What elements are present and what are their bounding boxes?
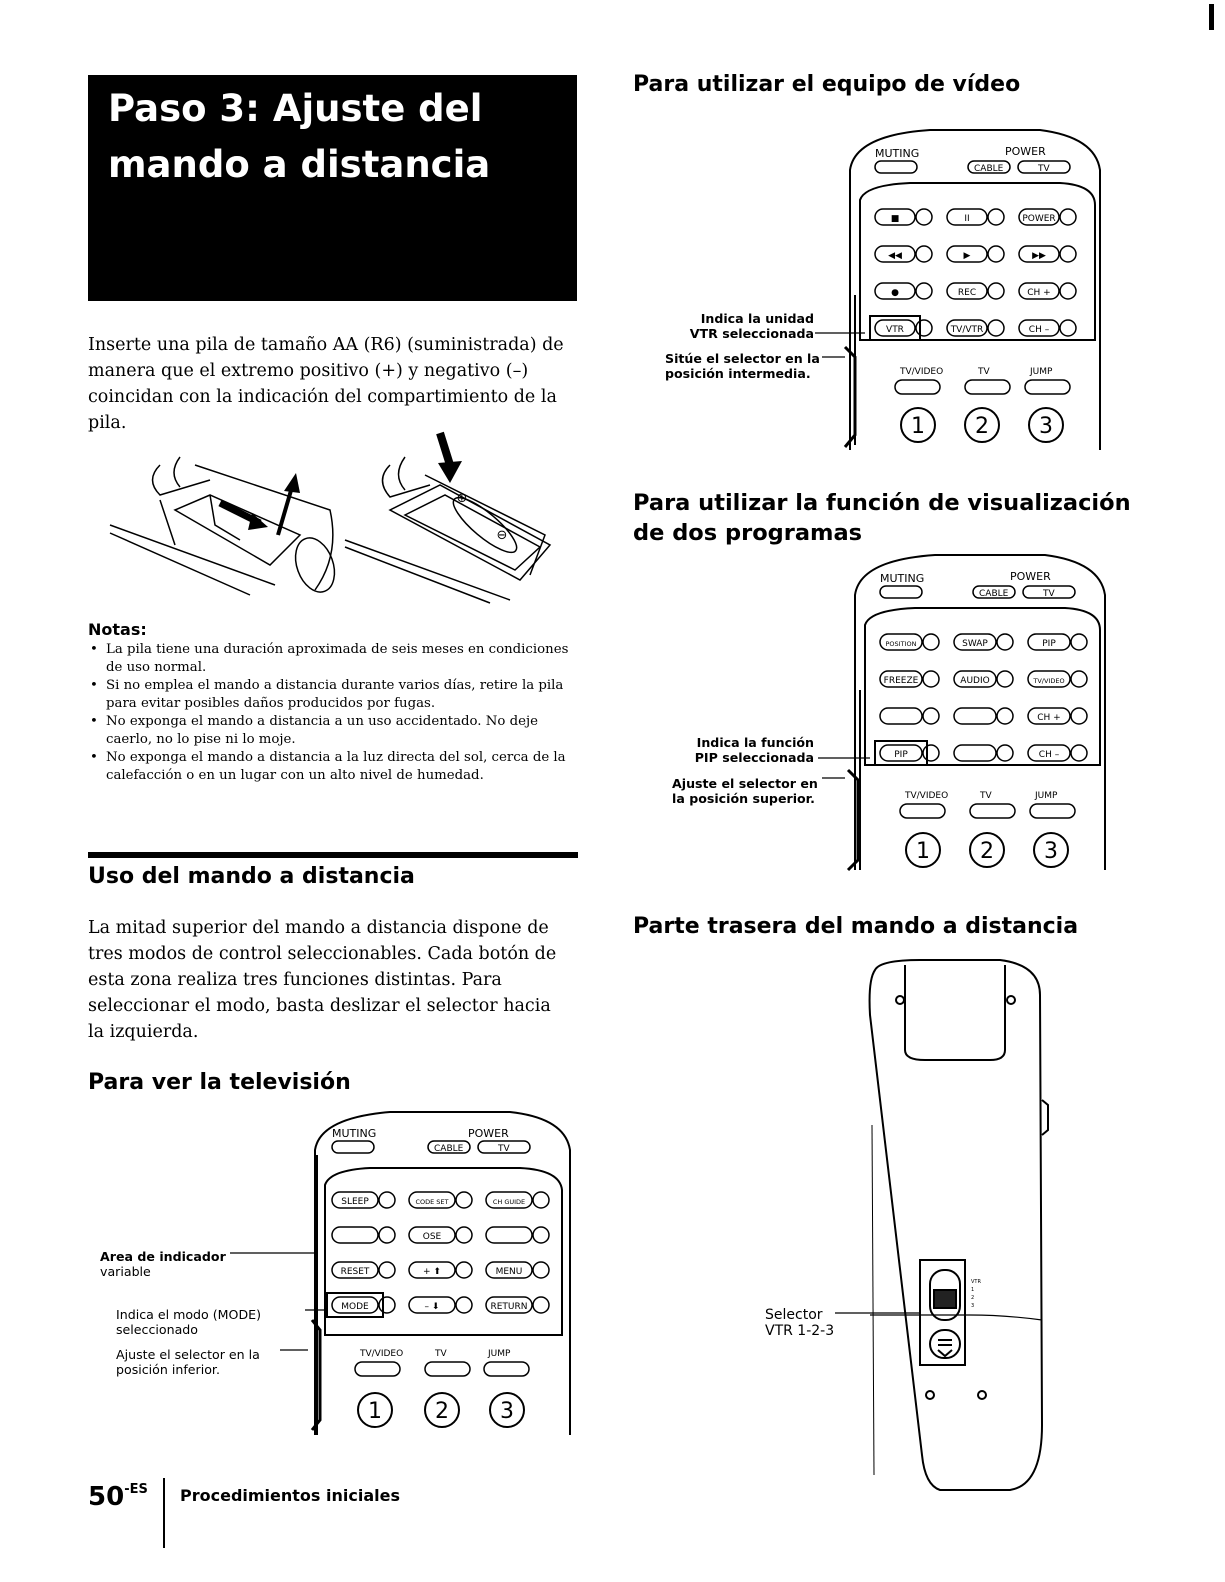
pip-button-label: AUDIO <box>960 676 990 686</box>
tv-indicator-circle <box>379 1227 395 1243</box>
pip-num-1: 1 <box>916 839 930 864</box>
pip-tv-label: TV <box>1043 589 1055 599</box>
pip-button-label: POSITION <box>885 640 917 648</box>
battery-plus-symbol: ⊕ <box>456 491 468 506</box>
footer-section-title: Procedimientos iniciales <box>180 1486 400 1505</box>
pip-button-label: CH – <box>1038 750 1060 760</box>
intro-paragraph: Inserte una pila de tamaño AA (R6) (suministrada) de manera que el extremo positivo (+) y negativo (–) coincidan con la indicación del compartimiento de la pila. <box>88 335 564 433</box>
tv-tv-label: TV <box>498 1144 510 1154</box>
pip-tv2-label: TV <box>980 791 992 801</box>
vtr-indicator-circle <box>1060 283 1076 299</box>
tv-indicator-circle <box>379 1262 395 1278</box>
label-unidad-vtr: Indica la unidad VTR seleccionada <box>689 311 814 341</box>
pip-indicator-circle <box>1071 671 1087 687</box>
tv-indicator-circle <box>379 1297 395 1313</box>
vtr-indicator-circle <box>988 283 1004 299</box>
vtr-button-label: ▶▶ <box>1032 251 1046 261</box>
pip-button <box>954 745 996 761</box>
pip-tvvideo-label: TV/VIDEO <box>905 791 949 801</box>
label-selector-superior: Ajuste el selector en la posición superior. <box>672 776 818 806</box>
tv-indicator-circle <box>456 1262 472 1278</box>
vtr-indicator-circle <box>1060 320 1076 336</box>
tv-indicator-circle <box>379 1192 395 1208</box>
pip-button-label: CH + <box>1037 713 1061 723</box>
pip-jump-label: JUMP <box>1035 791 1058 801</box>
tv-tvvideo-label: TV/VIDEO <box>360 1349 404 1359</box>
rear-switch-1: 1 <box>971 1287 975 1293</box>
pip-indicator-circle <box>1071 745 1087 761</box>
note-item: • No exponga el mando a distancia a la luz directa del sol, cerca de la calefacción o en un lugar con un alto nivel de humedad. <box>88 749 578 785</box>
title-line-1: Paso 3: Ajuste del <box>108 87 483 130</box>
vtr-indicator-circle <box>988 320 1004 336</box>
vtr-indicator-circle <box>916 320 932 336</box>
pip-button-label: PIP <box>894 750 908 760</box>
vtr-num-3: 3 <box>1039 414 1053 439</box>
tv-button <box>486 1227 532 1243</box>
tv-button-label: SLEEP <box>341 1197 369 1207</box>
page-title <box>108 81 568 193</box>
remote-tv-diagram <box>220 1100 580 1440</box>
corner-mark <box>1209 4 1214 30</box>
vtr-tvvideo-label: TV/VIDEO <box>900 367 944 377</box>
remote-vtr-diagram <box>800 125 1110 455</box>
uso-paragraph: La mitad superior del mando a distancia dispone de tres modos de control seleccionables. Cada botón de esta zona realiza tres funciones distintas. Para seleccionar el modo, basta deslizar el selector hacia la izquierda. <box>88 918 557 1042</box>
tv-jump-label: JUMP <box>488 1349 511 1359</box>
battery-minus-symbol: ⊖ <box>496 528 508 543</box>
tv-button-label: RETURN <box>490 1302 528 1312</box>
tv-muting-label: MUTING <box>332 1127 377 1140</box>
vtr-indicator-circle <box>916 209 932 225</box>
pip-power-label: POWER <box>1010 570 1051 583</box>
tv-power-label: POWER <box>468 1127 509 1140</box>
vtr-muting-label: MUTING <box>875 147 920 160</box>
note-item: • Si no emplea el mando a distancia durante varios días, retire la pila para evitar posibles daños producidos por fugas. <box>88 677 578 713</box>
pip-button <box>880 708 922 724</box>
tv-button-label: MODE <box>341 1302 369 1312</box>
vtr-button-label: ● <box>891 288 899 298</box>
tv-indicator-circle <box>456 1297 472 1313</box>
pip-indicator-circle <box>997 745 1013 761</box>
rear-switch-2: 2 <box>971 1295 975 1301</box>
tv-button-label: + ⬆ <box>423 1267 441 1277</box>
tv-num-1: 1 <box>368 1399 382 1424</box>
notes-heading: Notas: <box>88 620 147 639</box>
vtr-button-label: CH + <box>1027 288 1051 298</box>
label-selector-inferior: Ajuste el selector en la posición inferior. <box>116 1347 260 1377</box>
pip-indicator-circle <box>1071 708 1087 724</box>
rear-switch-3: 3 <box>971 1303 975 1309</box>
vtr-button-label: II <box>964 214 970 224</box>
vtr-button-label: CH – <box>1028 325 1050 335</box>
pip-indicator-circle <box>997 634 1013 650</box>
tv-num-2: 2 <box>435 1399 449 1424</box>
tv-button <box>332 1227 378 1243</box>
tv-heading: Para ver la televisión <box>88 1070 351 1095</box>
tv-button-label: CH GUIDE <box>492 1198 526 1206</box>
label-modo-seleccionado: Indica el modo (MODE) seleccionado <box>116 1307 262 1337</box>
vtr-indicator-circle <box>1060 246 1076 262</box>
tv-indicator-circle <box>456 1227 472 1243</box>
vtr-jump-label: JUMP <box>1030 367 1053 377</box>
note-item: • No exponga el mando a distancia a un uso accidentado. No deje caerlo, no lo pise ni lo moje. <box>88 713 578 749</box>
pip-cable-label: CABLE <box>979 589 1009 599</box>
pip-indicator-circle <box>1071 634 1087 650</box>
pip-num-3: 3 <box>1044 839 1058 864</box>
vtr-indicator-circle <box>916 246 932 262</box>
pip-indicator-circle <box>923 708 939 724</box>
title-banner <box>88 75 577 301</box>
pip-num-2: 2 <box>980 839 994 864</box>
vtr-button-label: TV/VTR <box>950 325 984 335</box>
title-line-2: mando a distancia <box>108 143 491 186</box>
pip-button <box>954 708 996 724</box>
label-selector-vtr: Selector VTR 1-2-3 <box>765 1307 835 1339</box>
label-selector-intermedia: Sitúe el selector en la posición intermedia. <box>665 351 820 381</box>
vtr-indicator-circle <box>1060 209 1076 225</box>
pip-button-label: SWAP <box>962 639 988 649</box>
vtr-cable-label: CABLE <box>974 164 1004 174</box>
tv-indicator-circle <box>533 1227 549 1243</box>
tv-indicator-circle <box>456 1192 472 1208</box>
vtr-button-label: ▶ <box>963 251 971 261</box>
footer-divider <box>163 1478 165 1548</box>
pip-button-label: TV/VIDEO <box>1033 677 1065 685</box>
section-rule <box>88 852 578 858</box>
tv-tv2-label: TV <box>435 1349 447 1359</box>
pip-indicator-circle <box>923 634 939 650</box>
pip-muting-label: MUTING <box>880 572 925 585</box>
pip-indicator-circle <box>923 671 939 687</box>
remote-rear-diagram <box>830 955 1060 1505</box>
vtr-button-label: REC <box>957 288 977 298</box>
tv-num-3: 3 <box>500 1399 514 1424</box>
vtr-indicator-circle <box>916 283 932 299</box>
vtr-indicator-circle <box>988 246 1004 262</box>
vtr-power-label: POWER <box>1005 145 1046 158</box>
remote-pip-diagram <box>800 550 1110 875</box>
notes-list <box>88 641 578 785</box>
tv-cable-label: CABLE <box>434 1144 464 1154</box>
pip-indicator-circle <box>997 671 1013 687</box>
note-item: • La pila tiene una duración aproximada de seis meses en condiciones de uso normal. <box>88 641 578 677</box>
vtr-num-2: 2 <box>975 414 989 439</box>
vtr-button-label: POWER <box>1022 214 1056 224</box>
battery-insertion-illustration <box>100 425 570 605</box>
video-heading: Para utilizar el equipo de vídeo <box>633 72 1021 97</box>
tv-button-label: – ⬇ <box>424 1302 440 1312</box>
rear-heading: Parte trasera del mando a distancia <box>633 914 1079 939</box>
label-area-indicador: Area de indicador variable <box>100 1249 226 1279</box>
vtr-button-label: ◀◀ <box>888 251 902 261</box>
uso-heading: Uso del mando a distancia <box>88 864 415 889</box>
tv-button-label: RESET <box>340 1267 370 1277</box>
rear-switch-vtr: VTR <box>971 1279 981 1285</box>
vtr-button-label: VTR <box>886 325 904 335</box>
tv-indicator-circle <box>533 1297 549 1313</box>
pip-indicator-circle <box>923 745 939 761</box>
pip-button-label: FREEZE <box>883 676 919 686</box>
tv-button-label: OSE <box>422 1232 442 1242</box>
tv-button-label: CODE SET <box>415 1198 449 1206</box>
tv-button-label: MENU <box>495 1267 523 1277</box>
label-funcion-pip: Indica la función PIP seleccionada <box>694 735 814 765</box>
vtr-indicator-circle <box>988 209 1004 225</box>
tv-indicator-circle <box>533 1192 549 1208</box>
pip-heading: Para utilizar la función de visualización de dos programas <box>633 490 1131 546</box>
vtr-tv-label: TV <box>1038 164 1050 174</box>
pip-indicator-circle <box>997 708 1013 724</box>
tv-indicator-circle <box>533 1262 549 1278</box>
pip-button-label: PIP <box>1042 639 1056 649</box>
vtr-tv2-label: TV <box>978 367 990 377</box>
page-number: $50^{-ES}$ <box>88 1482 148 1512</box>
vtr-button-label: ■ <box>890 214 900 224</box>
vtr-num-1: 1 <box>911 414 925 439</box>
